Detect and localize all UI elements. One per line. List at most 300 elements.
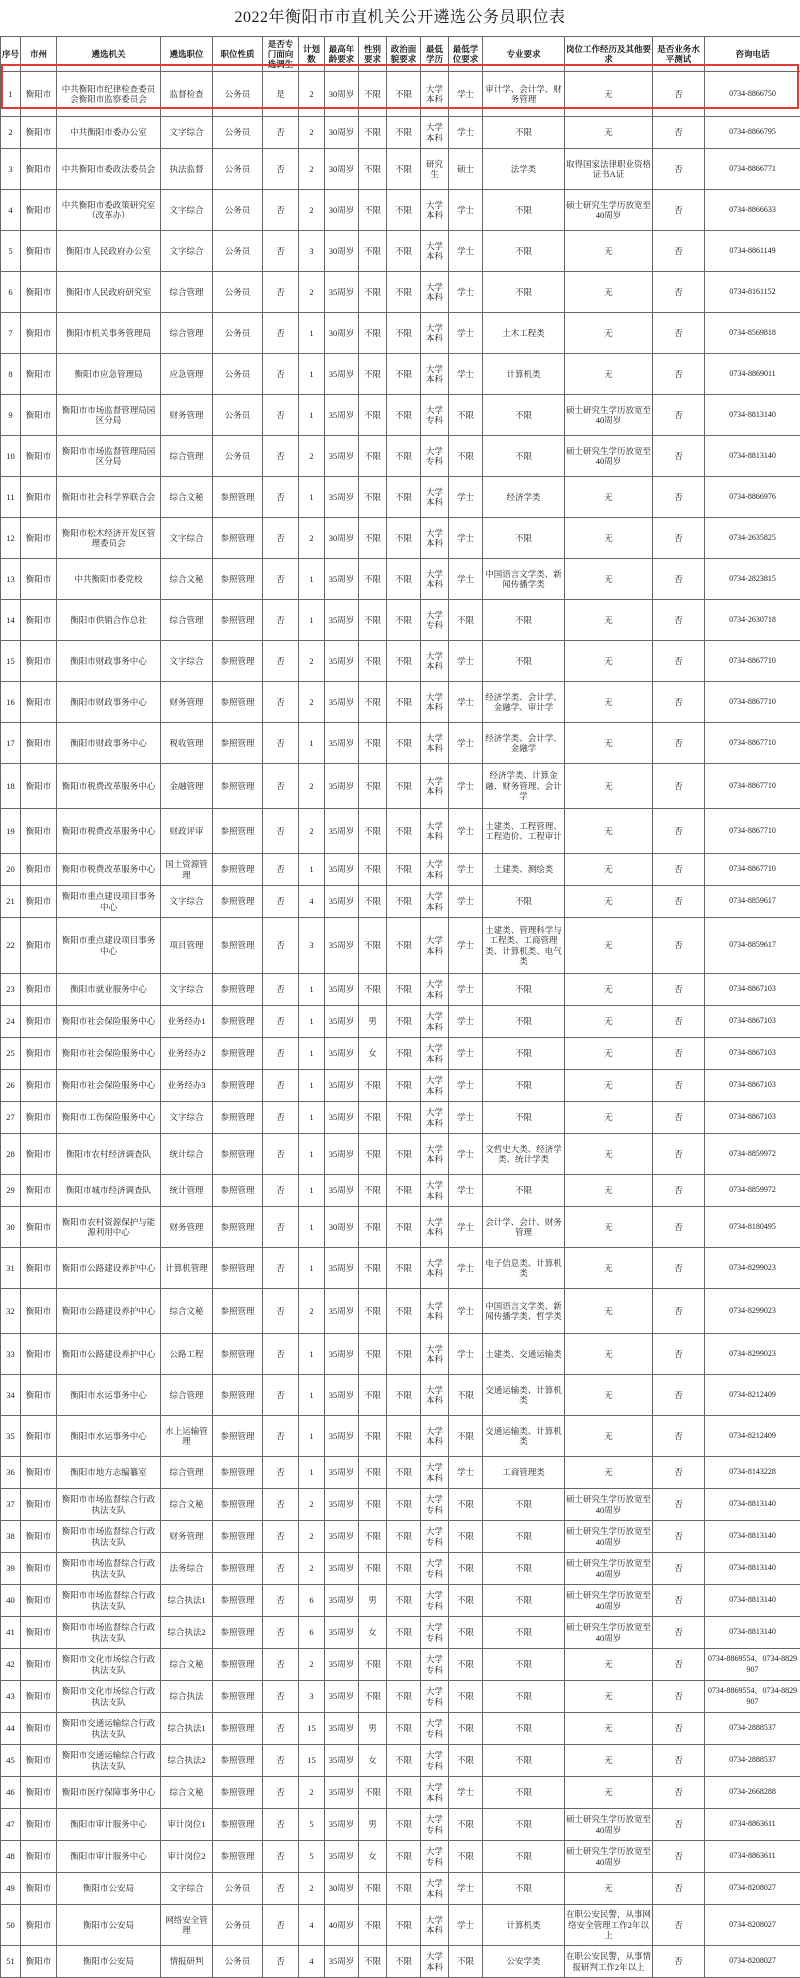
cell-col-city: 衡阳市 [21,1334,57,1375]
cell-col-phone: 0734-8863611 [705,1841,800,1873]
cell-col-education: 大学专科 [421,1681,449,1713]
cell-col-major: 不限 [483,1841,565,1873]
cell-col-agency: 中共衡阳市委政策研究室（改革办） [57,190,161,231]
cell-col-quota: 1 [299,354,325,395]
cell-col-city: 衡阳市 [21,272,57,313]
cell-col-experience: 无 [565,1375,653,1416]
cell-col-degree: 学士 [449,559,483,600]
cell-col-targeted: 否 [263,1649,299,1681]
cell-col-test: 否 [653,1713,705,1745]
cell-col-political: 不限 [387,117,421,149]
cell-col-phone: 0734-8212409 [705,1416,800,1457]
cell-col-agency: 衡阳市文化市场综合行政执法支队 [57,1681,161,1713]
cell-col-position: 业务经办3 [161,1070,213,1102]
cell-col-quota: 1 [299,1416,325,1457]
cell-col-test: 否 [653,723,705,764]
cell-col-targeted: 否 [263,1102,299,1134]
cell-col-major: 中国语言文学类、新闻传播学类、哲学类 [483,1289,565,1334]
cell-col-age: 35周岁 [325,1946,359,1978]
cell-col-index: 40 [1,1585,21,1617]
cell-col-test: 否 [653,1375,705,1416]
cell-col-degree: 学士 [449,477,483,518]
cell-col-quota: 2 [299,149,325,190]
cell-col-political: 不限 [387,477,421,518]
cell-col-degree: 学士 [449,1334,483,1375]
cell-col-major: 经济学类、会计学、金融学 [483,723,565,764]
cell-col-index: 44 [1,1713,21,1745]
cell-col-phone: 0734-8863611 [705,1809,800,1841]
cell-col-nature: 参照管理 [213,1038,263,1070]
cell-col-major: 不限 [483,1681,565,1713]
cell-col-gender: 不限 [359,395,387,436]
cell-col-position: 监督检查 [161,72,213,117]
cell-col-phone: 0734-8143228 [705,1457,800,1489]
table-row [1,149,800,190]
cell-col-experience: 硕士研究生学历放宽至40周岁 [565,1489,653,1521]
cell-col-gender: 不限 [359,1489,387,1521]
cell-col-targeted: 否 [263,190,299,231]
table-row [1,272,800,313]
cell-col-gender: 男 [359,1713,387,1745]
cell-col-nature: 公务员 [213,313,263,354]
cell-col-education: 大学本科 [421,477,449,518]
cell-col-nature: 参照管理 [213,1102,263,1134]
cell-col-degree: 学士 [449,764,483,809]
cell-col-education: 大学本科 [421,1334,449,1375]
cell-col-major: 法学类 [483,149,565,190]
cell-col-experience: 无 [565,117,653,149]
cell-col-political: 不限 [387,518,421,559]
cell-col-major: 土木工程类 [483,313,565,354]
cell-col-city: 衡阳市 [21,1617,57,1649]
cell-col-position: 综合管理 [161,313,213,354]
cell-col-political: 不限 [387,809,421,854]
cell-col-political: 不限 [387,72,421,117]
cell-col-targeted: 否 [263,1070,299,1102]
cell-col-age: 30周岁 [325,149,359,190]
table-row [1,1841,800,1873]
cell-col-agency: 衡阳市重点建设项目事务中心 [57,918,161,974]
cell-col-gender: 女 [359,1038,387,1070]
cell-col-political: 不限 [387,1207,421,1248]
cell-col-index: 29 [1,1175,21,1207]
cell-col-index: 14 [1,600,21,641]
cell-col-degree: 学士 [449,682,483,723]
cell-col-political: 不限 [387,313,421,354]
cell-col-phone: 0734-8867710 [705,809,800,854]
cell-col-gender: 不限 [359,641,387,682]
cell-col-education: 大学专科 [421,1713,449,1745]
cell-col-test: 否 [653,1038,705,1070]
cell-col-city: 衡阳市 [21,1489,57,1521]
cell-col-test: 否 [653,1585,705,1617]
cell-col-age: 35周岁 [325,1585,359,1617]
table-row [1,1617,800,1649]
cell-col-city: 衡阳市 [21,1905,57,1946]
cell-col-gender: 不限 [359,354,387,395]
cell-col-gender: 不限 [359,1457,387,1489]
cell-col-agency: 衡阳市供销合作总社 [57,600,161,641]
cell-col-major: 中国语言文学类、新闻传播学类 [483,559,565,600]
cell-col-education: 大学本科 [421,1038,449,1070]
cell-col-city: 衡阳市 [21,149,57,190]
cell-col-political: 不限 [387,1777,421,1809]
table-row [1,764,800,809]
cell-col-position: 文字综合 [161,886,213,918]
cell-col-phone: 0734-8867103 [705,1102,800,1134]
cell-col-agency: 衡阳市交通运输综合行政执法支队 [57,1745,161,1777]
cell-col-gender: 不限 [359,149,387,190]
cell-col-degree: 学士 [449,809,483,854]
cell-col-education: 大学专科 [421,1553,449,1585]
cell-col-degree: 学士 [449,1175,483,1207]
cell-col-nature: 参照管理 [213,1649,263,1681]
cell-col-position: 综合执法1 [161,1713,213,1745]
cell-col-quota: 4 [299,886,325,918]
table-row [1,1248,800,1289]
cell-col-political: 不限 [387,1873,421,1905]
cell-col-city: 衡阳市 [21,974,57,1006]
cell-col-gender: 不限 [359,117,387,149]
cell-col-degree: 学士 [449,1873,483,1905]
cell-col-index: 28 [1,1134,21,1175]
cell-col-city: 衡阳市 [21,1649,57,1681]
cell-col-major: 不限 [483,190,565,231]
cell-col-test: 否 [653,313,705,354]
cell-col-position: 文字综合 [161,641,213,682]
cell-col-education: 大学专科 [421,1841,449,1873]
cell-col-degree: 学士 [449,354,483,395]
cell-col-targeted: 否 [263,1713,299,1745]
cell-col-agency: 衡阳市城市经济调查队 [57,1175,161,1207]
cell-col-city: 衡阳市 [21,1873,57,1905]
cell-col-position: 执法监督 [161,149,213,190]
cell-col-city: 衡阳市 [21,313,57,354]
cell-col-experience: 无 [565,1006,653,1038]
table-row [1,918,800,974]
cell-col-nature: 参照管理 [213,1248,263,1289]
cell-col-nature: 参照管理 [213,1521,263,1553]
cell-col-targeted: 否 [263,559,299,600]
cell-col-degree: 学士 [449,1207,483,1248]
cell-col-position: 文字综合 [161,231,213,272]
header-col-nature: 职位性质 [213,37,263,72]
cell-col-agency: 衡阳市医疗保障事务中心 [57,1777,161,1809]
cell-col-major: 经济学类、会计学、金融学、审计学 [483,682,565,723]
cell-col-political: 不限 [387,231,421,272]
cell-col-age: 35周岁 [325,1457,359,1489]
cell-col-position: 财务管理 [161,395,213,436]
cell-col-age: 35周岁 [325,854,359,886]
cell-col-age: 35周岁 [325,1175,359,1207]
cell-col-agency: 衡阳市审计服务中心 [57,1809,161,1841]
cell-col-degree: 不限 [449,1946,483,1978]
cell-col-age: 30周岁 [325,313,359,354]
cell-col-education: 大学本科 [421,764,449,809]
cell-col-targeted: 否 [263,395,299,436]
positions-table [0,36,800,1978]
cell-col-degree: 不限 [449,1713,483,1745]
cell-col-test: 否 [653,72,705,117]
cell-col-test: 否 [653,641,705,682]
table-row [1,1873,800,1905]
cell-col-quota: 3 [299,1681,325,1713]
cell-col-political: 不限 [387,1070,421,1102]
cell-col-degree: 学士 [449,518,483,559]
cell-col-phone: 0734-8299023 [705,1334,800,1375]
cell-col-nature: 参照管理 [213,809,263,854]
cell-col-city: 衡阳市 [21,1585,57,1617]
cell-col-index: 1 [1,72,21,117]
cell-col-gender: 不限 [359,1553,387,1585]
cell-col-phone: 0734-8867710 [705,682,800,723]
cell-col-city: 衡阳市 [21,1777,57,1809]
table-row [1,854,800,886]
header-col-quota: 计划数 [299,37,325,72]
cell-col-phone: 0734-8867710 [705,854,800,886]
cell-col-age: 35周岁 [325,559,359,600]
cell-col-gender: 不限 [359,1134,387,1175]
cell-col-experience: 硕士研究生学历放宽至40周岁 [565,190,653,231]
cell-col-political: 不限 [387,1617,421,1649]
cell-col-index: 18 [1,764,21,809]
cell-col-city: 衡阳市 [21,1841,57,1873]
cell-col-education: 大学专科 [421,1745,449,1777]
cell-col-age: 35周岁 [325,641,359,682]
cell-col-city: 衡阳市 [21,1745,57,1777]
cell-col-phone: 0734-8813140 [705,395,800,436]
cell-col-nature: 参照管理 [213,1489,263,1521]
table-row [1,682,800,723]
cell-col-major: 不限 [483,1585,565,1617]
cell-col-gender: 不限 [359,1521,387,1553]
cell-col-education: 大学本科 [421,1102,449,1134]
table-row [1,1375,800,1416]
cell-col-degree: 学士 [449,1777,483,1809]
cell-col-gender: 不限 [359,518,387,559]
cell-col-city: 衡阳市 [21,1289,57,1334]
cell-col-degree: 学士 [449,641,483,682]
cell-col-targeted: 否 [263,886,299,918]
header-col-degree: 最低学位要求 [449,37,483,72]
cell-col-index: 49 [1,1873,21,1905]
cell-col-age: 35周岁 [325,1334,359,1375]
cell-col-quota: 2 [299,436,325,477]
cell-col-experience: 无 [565,1134,653,1175]
cell-col-quota: 2 [299,1873,325,1905]
cell-col-political: 不限 [387,641,421,682]
cell-col-age: 35周岁 [325,1777,359,1809]
cell-col-quota: 1 [299,1248,325,1289]
table-row [1,1713,800,1745]
cell-col-index: 35 [1,1416,21,1457]
cell-col-agency: 衡阳市市场监督综合行政执法支队 [57,1617,161,1649]
cell-col-nature: 公务员 [213,395,263,436]
cell-col-nature: 参照管理 [213,1841,263,1873]
cell-col-experience: 无 [565,1102,653,1134]
cell-col-experience: 无 [565,1334,653,1375]
cell-col-experience: 无 [565,1416,653,1457]
cell-col-targeted: 否 [263,1489,299,1521]
cell-col-gender: 不限 [359,272,387,313]
cell-col-experience: 硕士研究生学历放宽至40周岁 [565,1809,653,1841]
cell-col-major: 不限 [483,1553,565,1585]
cell-col-test: 否 [653,1905,705,1946]
cell-col-nature: 参照管理 [213,1070,263,1102]
cell-col-education: 大学本科 [421,354,449,395]
cell-col-gender: 不限 [359,600,387,641]
cell-col-major: 不限 [483,1521,565,1553]
cell-col-city: 衡阳市 [21,117,57,149]
cell-col-age: 35周岁 [325,1617,359,1649]
cell-col-targeted: 否 [263,1777,299,1809]
cell-col-major: 不限 [483,1038,565,1070]
cell-col-political: 不限 [387,190,421,231]
cell-col-phone: 0734-8861149 [705,231,800,272]
cell-col-position: 文字综合 [161,190,213,231]
table-row [1,1334,800,1375]
cell-col-targeted: 否 [263,974,299,1006]
cell-col-education: 大学专科 [421,1617,449,1649]
cell-col-city: 衡阳市 [21,1457,57,1489]
cell-col-index: 51 [1,1946,21,1978]
cell-col-city: 衡阳市 [21,436,57,477]
cell-col-political: 不限 [387,1713,421,1745]
cell-col-phone: 0734-8208027 [705,1873,800,1905]
cell-col-position: 综合文秘 [161,477,213,518]
cell-col-position: 综合管理 [161,272,213,313]
cell-col-experience: 无 [565,559,653,600]
cell-col-education: 大学本科 [421,313,449,354]
cell-col-gender: 女 [359,1745,387,1777]
cell-col-index: 20 [1,854,21,886]
table-row [1,1946,800,1978]
cell-col-education: 大学本科 [421,974,449,1006]
table-row [1,1521,800,1553]
cell-col-agency: 衡阳市文化市场综合行政执法支队 [57,1649,161,1681]
cell-col-age: 35周岁 [325,682,359,723]
header-col-major: 专业要求 [483,37,565,72]
cell-col-major: 交通运输类、计算机类 [483,1375,565,1416]
cell-col-agency: 衡阳市社会保险服务中心 [57,1070,161,1102]
cell-col-test: 否 [653,809,705,854]
cell-col-age: 35周岁 [325,1841,359,1873]
cell-col-age: 35周岁 [325,1649,359,1681]
cell-col-targeted: 否 [263,1681,299,1713]
cell-col-nature: 参照管理 [213,918,263,974]
cell-col-experience: 无 [565,72,653,117]
cell-col-index: 12 [1,518,21,559]
cell-col-targeted: 否 [263,272,299,313]
cell-col-age: 35周岁 [325,477,359,518]
cell-col-targeted: 否 [263,1946,299,1978]
table-row [1,1905,800,1946]
cell-col-major: 不限 [483,974,565,1006]
cell-col-education: 大学本科 [421,918,449,974]
cell-col-experience: 无 [565,1681,653,1713]
cell-col-targeted: 否 [263,1006,299,1038]
cell-col-test: 否 [653,1873,705,1905]
cell-col-city: 衡阳市 [21,641,57,682]
cell-col-phone: 0734-8299023 [705,1289,800,1334]
cell-col-experience: 无 [565,1175,653,1207]
cell-col-education: 大学本科 [421,1946,449,1978]
cell-col-index: 26 [1,1070,21,1102]
cell-col-nature: 公务员 [213,1905,263,1946]
cell-col-political: 不限 [387,1521,421,1553]
cell-col-quota: 1 [299,1175,325,1207]
table-row [1,1416,800,1457]
cell-col-targeted: 否 [263,313,299,354]
cell-col-quota: 1 [299,313,325,354]
cell-col-targeted: 否 [263,723,299,764]
table-row [1,313,800,354]
cell-col-phone: 0734-8813140 [705,436,800,477]
cell-col-age: 30周岁 [325,1207,359,1248]
cell-col-position: 税收管理 [161,723,213,764]
cell-col-political: 不限 [387,1248,421,1289]
cell-col-agency: 衡阳市财政事务中心 [57,641,161,682]
cell-col-experience: 无 [565,1207,653,1248]
cell-col-quota: 15 [299,1713,325,1745]
cell-col-targeted: 否 [263,1873,299,1905]
cell-col-test: 否 [653,354,705,395]
header-col-city: 市州 [21,37,57,72]
cell-col-major: 不限 [483,395,565,436]
cell-col-age: 35周岁 [325,1745,359,1777]
cell-col-index: 36 [1,1457,21,1489]
cell-col-city: 衡阳市 [21,1809,57,1841]
cell-col-targeted: 否 [263,682,299,723]
cell-col-index: 24 [1,1006,21,1038]
cell-col-experience: 无 [565,1649,653,1681]
cell-col-major: 不限 [483,436,565,477]
cell-col-targeted: 否 [263,231,299,272]
cell-col-test: 否 [653,1134,705,1175]
cell-col-agency: 衡阳市公路建设养护中心 [57,1334,161,1375]
cell-col-major: 不限 [483,117,565,149]
cell-col-city: 衡阳市 [21,518,57,559]
cell-col-city: 衡阳市 [21,1521,57,1553]
cell-col-position: 法务综合 [161,1553,213,1585]
cell-col-targeted: 否 [263,436,299,477]
cell-col-test: 否 [653,149,705,190]
header-col-agency: 遴选机关 [57,37,161,72]
cell-col-degree: 学士 [449,1070,483,1102]
cell-col-nature: 参照管理 [213,723,263,764]
cell-col-political: 不限 [387,149,421,190]
cell-col-quota: 1 [299,1207,325,1248]
cell-col-quota: 2 [299,190,325,231]
table-row [1,1649,800,1681]
cell-col-test: 否 [653,1745,705,1777]
cell-col-education: 大学本科 [421,854,449,886]
cell-col-index: 37 [1,1489,21,1521]
cell-col-phone: 0734-2668288 [705,1777,800,1809]
cell-col-nature: 参照管理 [213,1334,263,1375]
cell-col-experience: 硕士研究生学历放宽至40周岁 [565,1553,653,1585]
table-row [1,1289,800,1334]
cell-col-education: 大学专科 [421,1489,449,1521]
cell-col-degree: 学士 [449,231,483,272]
cell-col-age: 35周岁 [325,1713,359,1745]
cell-col-targeted: 否 [263,764,299,809]
cell-col-phone: 0734-8299023 [705,1248,800,1289]
cell-col-phone: 0734-8813140 [705,1585,800,1617]
cell-col-position: 金融管理 [161,764,213,809]
cell-col-test: 否 [653,1175,705,1207]
cell-col-gender: 不限 [359,886,387,918]
